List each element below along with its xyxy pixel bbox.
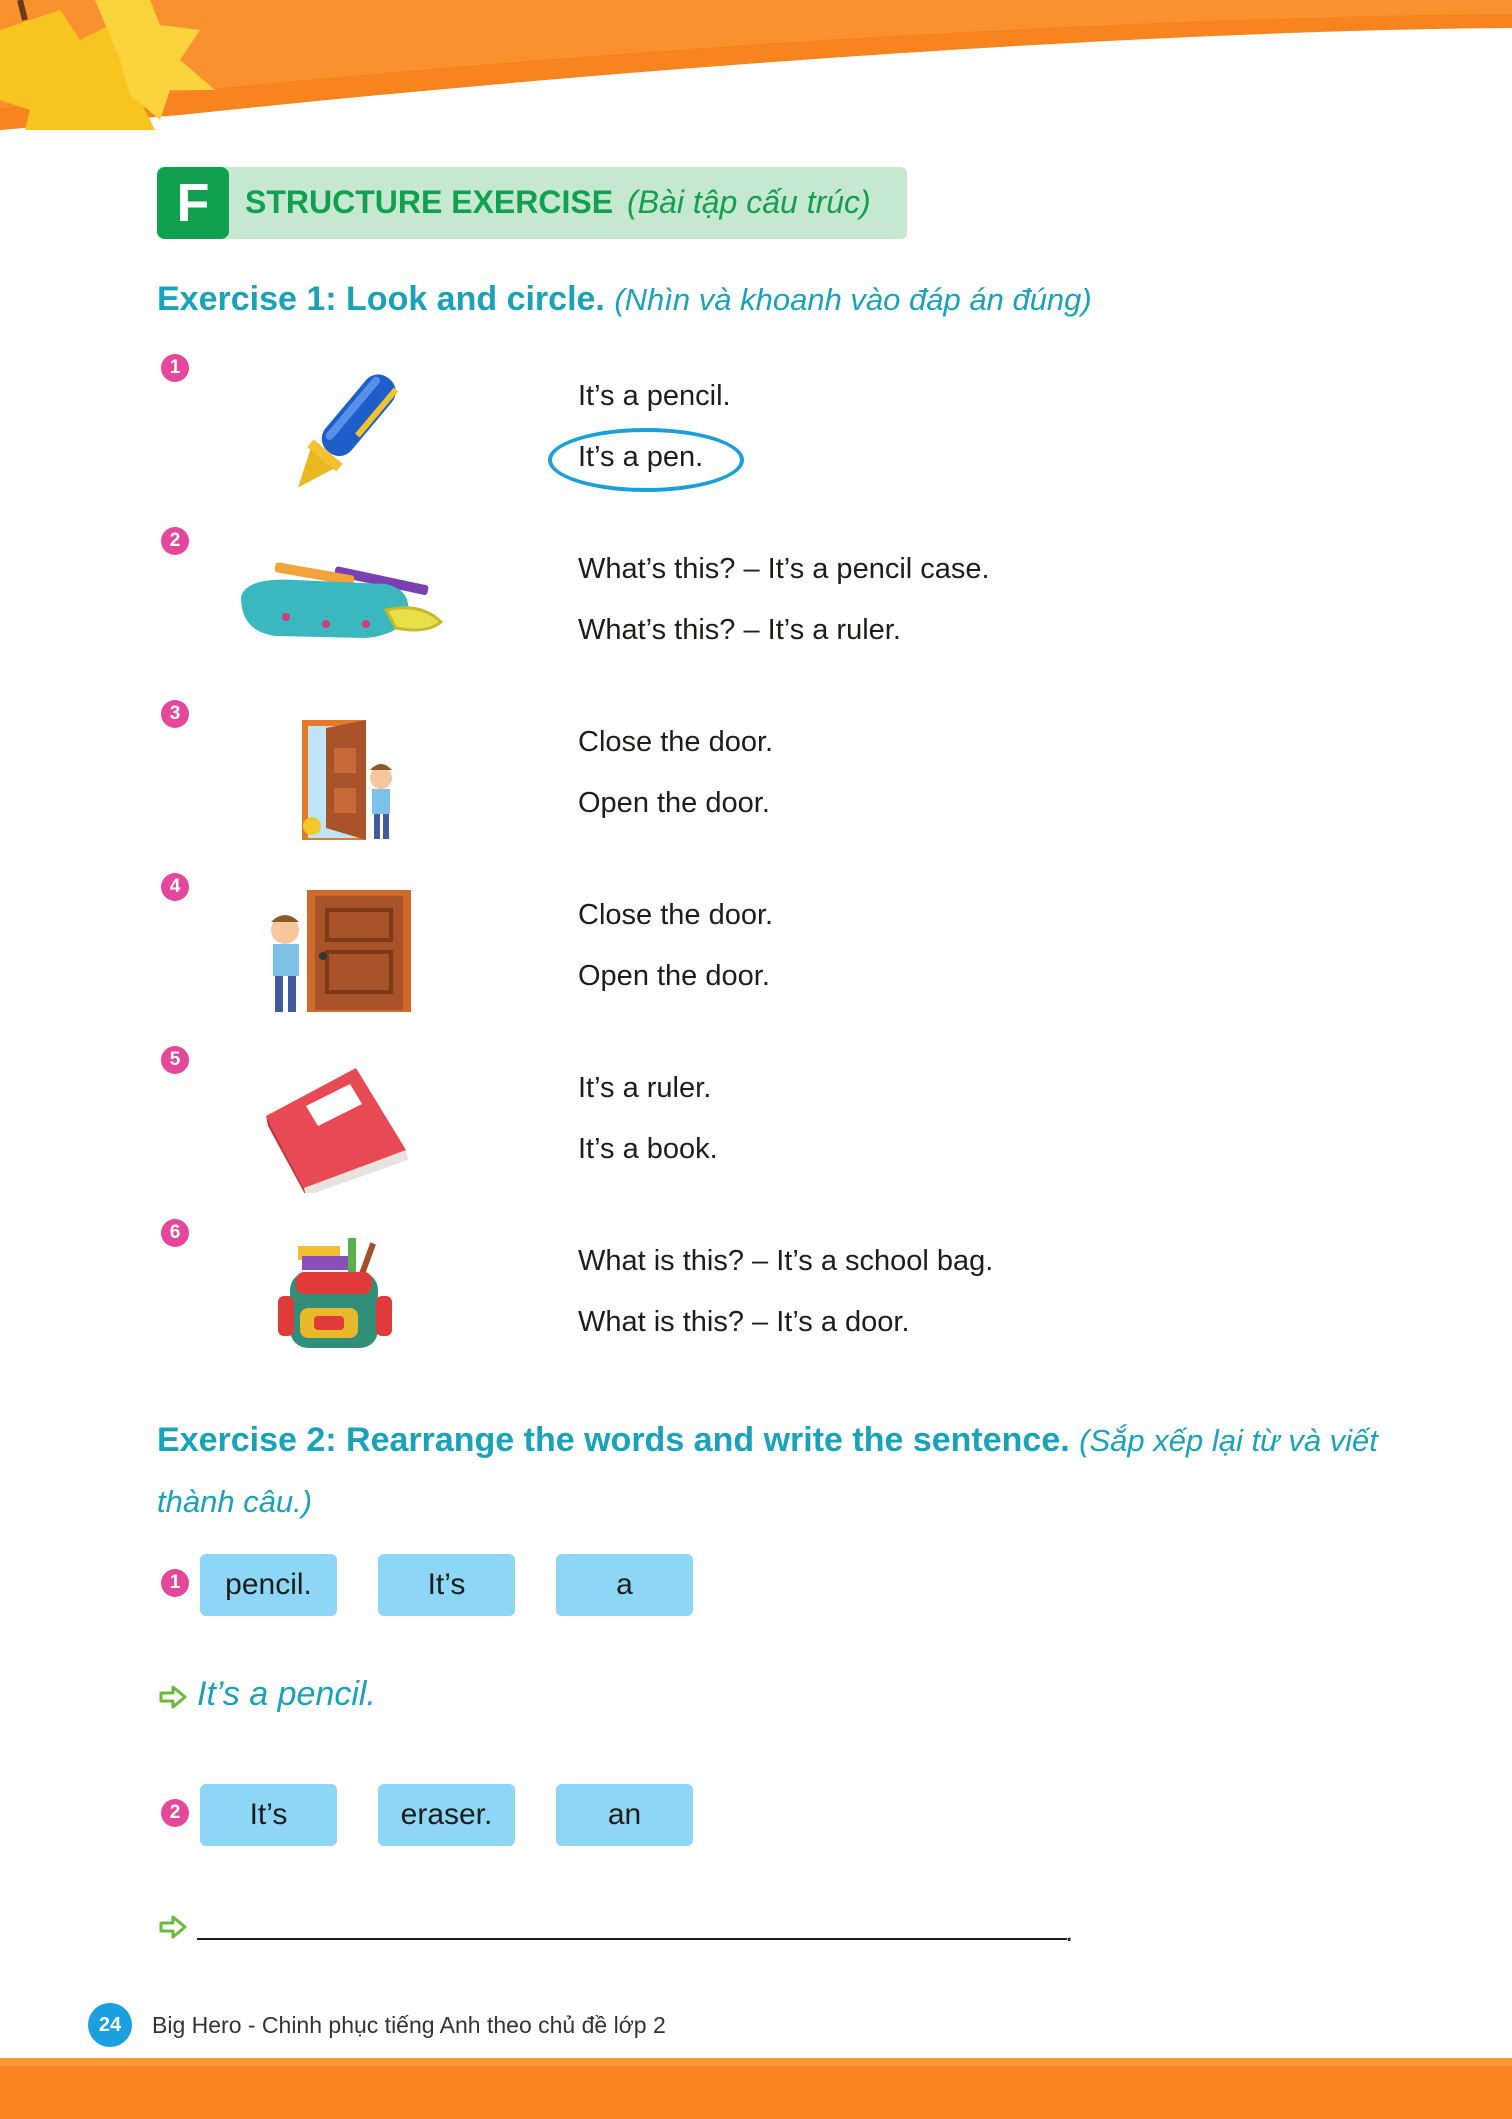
arrow-right-icon xyxy=(159,1685,187,1709)
item-number-badge: 5 xyxy=(161,1046,189,1074)
pencil-case-icon xyxy=(236,562,446,647)
exercise-1-note: (Nhìn và khoanh vào đáp án đúng) xyxy=(614,282,1092,317)
option-text: It’s a pen. xyxy=(578,441,704,473)
arrow-right-icon xyxy=(159,1915,187,1939)
school-bag-icon xyxy=(278,1236,398,1371)
word-box: eraser. xyxy=(378,1784,515,1846)
bottom-banner xyxy=(0,2058,1512,2119)
section-title xyxy=(245,184,871,221)
exercise-1-title xyxy=(157,280,1092,319)
pen-icon xyxy=(278,362,408,507)
exercise-2-heading: Exercise 2: Rearrange the words and write the sentence. xyxy=(157,1421,1070,1459)
option-text: Close the door. xyxy=(578,726,774,758)
item-number-badge: 4 xyxy=(161,873,189,901)
option-text: What’s this? – It’s a ruler. xyxy=(578,614,901,646)
option-text: What is this? – It’s a school bag. xyxy=(578,1245,994,1277)
option-text: It’s a ruler. xyxy=(578,1072,712,1104)
footer-book-title: Big Hero - Chinh phục tiếng Anh theo chủ đề lớp 2 xyxy=(152,2012,666,2038)
option-text: What is this? – It’s a door. xyxy=(578,1306,910,1338)
boy-closed-door-icon xyxy=(263,890,423,1020)
boy-opening-door-icon xyxy=(296,718,406,848)
word-box: It’s xyxy=(378,1554,515,1616)
answer-blank-line[interactable] xyxy=(197,1938,1067,1940)
exercise-2-title xyxy=(157,1410,1387,1532)
option-text: It’s a book. xyxy=(578,1133,718,1165)
option-text: What’s this? – It’s a pencil case. xyxy=(578,553,990,585)
option-text: Open the door. xyxy=(578,787,770,819)
word-box: an xyxy=(556,1784,693,1846)
answer-end-period: . xyxy=(1065,1918,1074,1948)
word-box: pencil. xyxy=(200,1554,337,1616)
exercise-2-note: (Sắp xếp lại từ và viết thành câu.) xyxy=(157,1423,1378,1519)
section-subtitle: (Bài tập cấu trúc) xyxy=(627,184,871,220)
top-banner xyxy=(0,0,1512,130)
option-text: It’s a pencil. xyxy=(578,380,731,412)
book-icon xyxy=(266,1068,414,1193)
section-letter: F xyxy=(157,167,229,239)
word-box: It’s xyxy=(200,1784,337,1846)
item-number-badge: 1 xyxy=(161,354,189,382)
item-number-badge: 1 xyxy=(161,1569,189,1597)
option-text: Close the door. xyxy=(578,899,774,931)
item-number-badge: 2 xyxy=(161,1799,189,1827)
option-text: Open the door. xyxy=(578,960,770,992)
page-number: 24 xyxy=(88,2003,132,2047)
item-number-badge: 6 xyxy=(161,1219,189,1247)
exercise-1-heading: Exercise 1: Look and circle. xyxy=(157,280,605,318)
item-number-badge: 2 xyxy=(161,527,189,555)
item-number-badge: 3 xyxy=(161,700,189,728)
section-title-text: STRUCTURE EXERCISE xyxy=(245,184,614,220)
answer-text: It’s a pencil. xyxy=(197,1675,376,1713)
word-box: a xyxy=(556,1554,693,1616)
